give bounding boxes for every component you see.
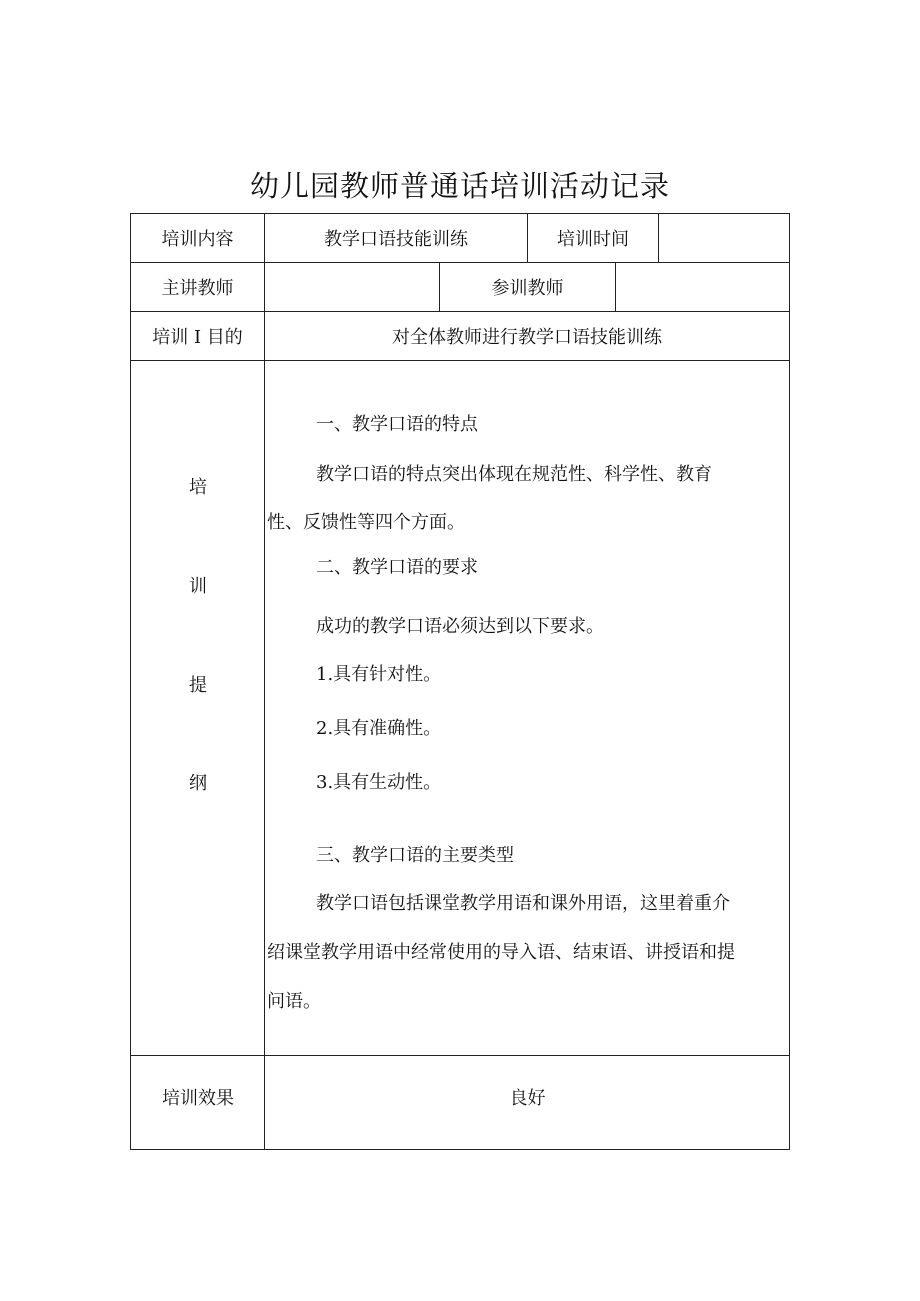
lecturer-value[interactable] bbox=[265, 263, 439, 311]
training-record-table bbox=[130, 213, 790, 1150]
outline-paragraph-line: 成功的教学口语必须达到以下要求。 bbox=[316, 616, 604, 637]
participants-label: 参训教师 bbox=[491, 278, 564, 299]
row-divider bbox=[131, 360, 789, 361]
result-value: 良好 bbox=[509, 1088, 546, 1109]
time-label: 培训时间 bbox=[557, 229, 629, 250]
purpose-label: 培训 I 目的 bbox=[152, 327, 243, 348]
participants-value[interactable] bbox=[616, 263, 789, 311]
outline-list-item: 1.具有针对性。 bbox=[316, 664, 442, 685]
outline-heading: 三、教学口语的主要类型 bbox=[316, 845, 514, 866]
outline-paragraph-line: 问语。 bbox=[267, 991, 321, 1012]
outline-heading: 一、教学口语的特点 bbox=[316, 414, 478, 435]
time-value[interactable] bbox=[659, 214, 789, 262]
document-title: 幼儿园教师普通话培训活动记录 bbox=[249, 169, 670, 203]
outline-label-char: 纲 bbox=[189, 773, 207, 794]
content-label: 培训内容 bbox=[161, 229, 234, 250]
result-label: 培训效果 bbox=[162, 1088, 234, 1109]
outline-paragraph-line: 教学口语包括课堂教学用语和课外用语，这里着重介 bbox=[316, 893, 730, 914]
lecturer-label: 主讲教师 bbox=[161, 278, 234, 299]
row-divider bbox=[131, 1055, 789, 1056]
outline-label-char: 培 bbox=[189, 477, 207, 498]
outline-paragraph-line: 教学口语的特点突出体现在规范性、科学性、教育 bbox=[316, 464, 712, 485]
outline-paragraph-line: 绍课堂教学用语中经常使用的导入语、结束语、讲授语和提 bbox=[267, 942, 735, 963]
outline-list-item: 2.具有准确性。 bbox=[316, 718, 442, 739]
content-value: 教学口语技能训练 bbox=[324, 229, 468, 250]
outline-list-item: 3.具有生动性。 bbox=[316, 772, 442, 793]
outline-label-char: 训 bbox=[189, 576, 207, 597]
purpose-value: 对全体教师进行教学口语技能训练 bbox=[392, 327, 662, 348]
outline-paragraph-line: 性、反馈性等四个方面。 bbox=[267, 512, 465, 533]
outline-heading: 二、教学口语的要求 bbox=[316, 557, 478, 578]
outline-label-char: 提 bbox=[189, 675, 207, 696]
